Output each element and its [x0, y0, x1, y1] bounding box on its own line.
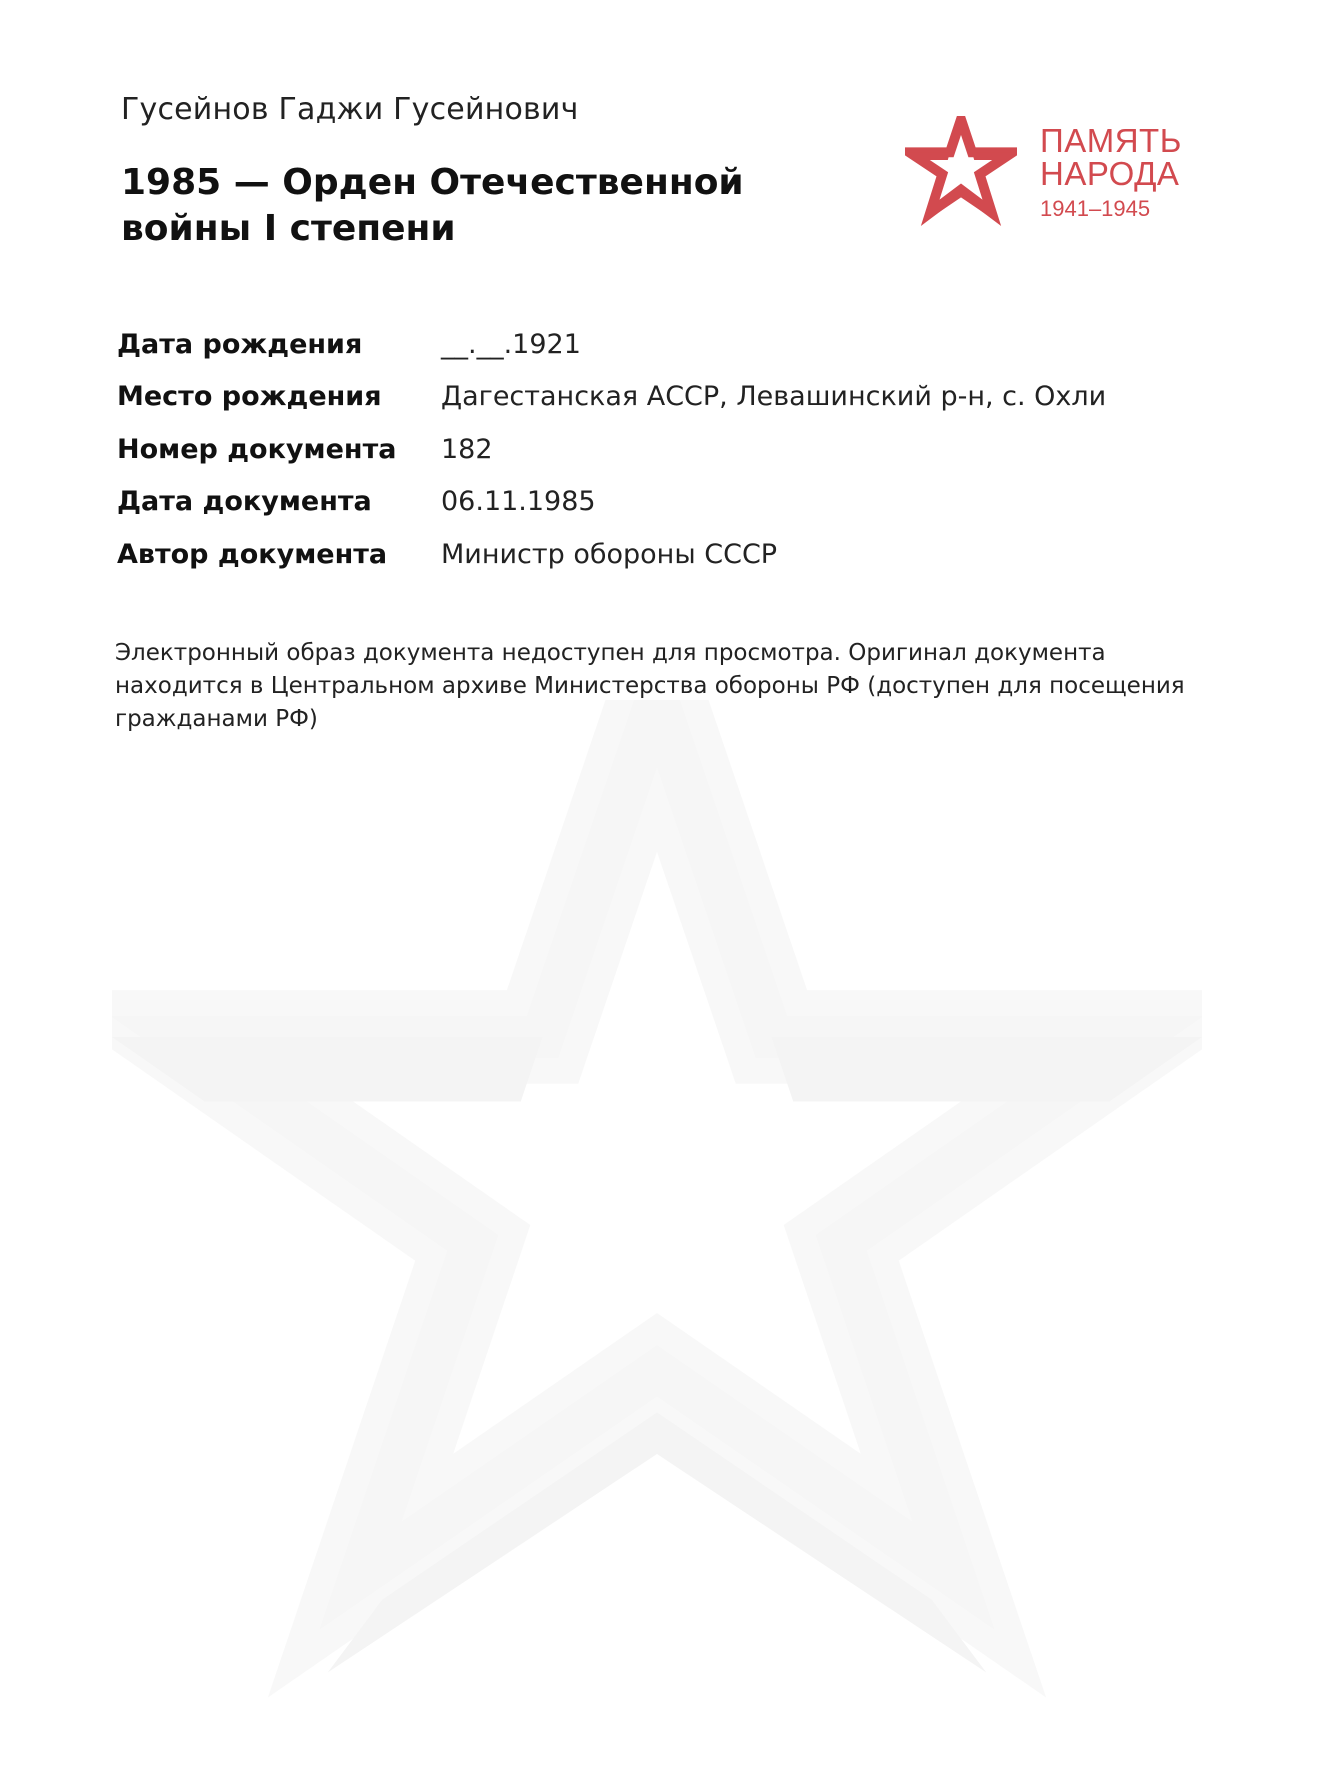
detail-value: __.__.1921 — [441, 328, 581, 360]
detail-value: Дагестанская АССР, Левашинский р-н, с. Охли — [441, 381, 1107, 413]
detail-label: Автор документа — [117, 538, 388, 570]
detail-label: Дата документа — [117, 486, 372, 518]
availability-note: Электронный образ документа недоступен для просмотра. Оригинал документа находится в Центральном архиве Министерства обороны РФ (доступен для посещения гражданами РФ) — [115, 640, 1185, 732]
detail-row-birth-date — [117, 318, 1106, 371]
detail-row-birth-place — [117, 371, 1106, 424]
detail-label: Дата рождения — [117, 328, 363, 360]
document-title: 1985 — Орден Отечественной войны I степени — [121, 162, 744, 249]
detail-value: 06.11.1985 — [441, 486, 596, 518]
detail-value: 182 — [441, 433, 493, 465]
detail-value: Министр обороны СССР — [441, 538, 778, 570]
detail-row-document-number — [117, 423, 1106, 476]
logo-text-line2: НАРОДА — [1040, 155, 1180, 192]
detail-row-document-author — [117, 528, 1106, 581]
pamyat-naroda-logo[interactable] — [905, 116, 1205, 226]
logo-years: 1941–1945 — [1040, 196, 1151, 221]
red-star-icon — [905, 116, 1017, 226]
detail-label: Место рождения — [117, 381, 382, 413]
document-details-table — [117, 318, 1106, 581]
person-name: Гусейнов Гаджи Гусейнович — [121, 92, 579, 127]
logo-text-line1: ПАМЯТЬ — [1040, 122, 1182, 159]
detail-label: Номер документа — [117, 433, 397, 465]
detail-row-document-date — [117, 476, 1106, 529]
